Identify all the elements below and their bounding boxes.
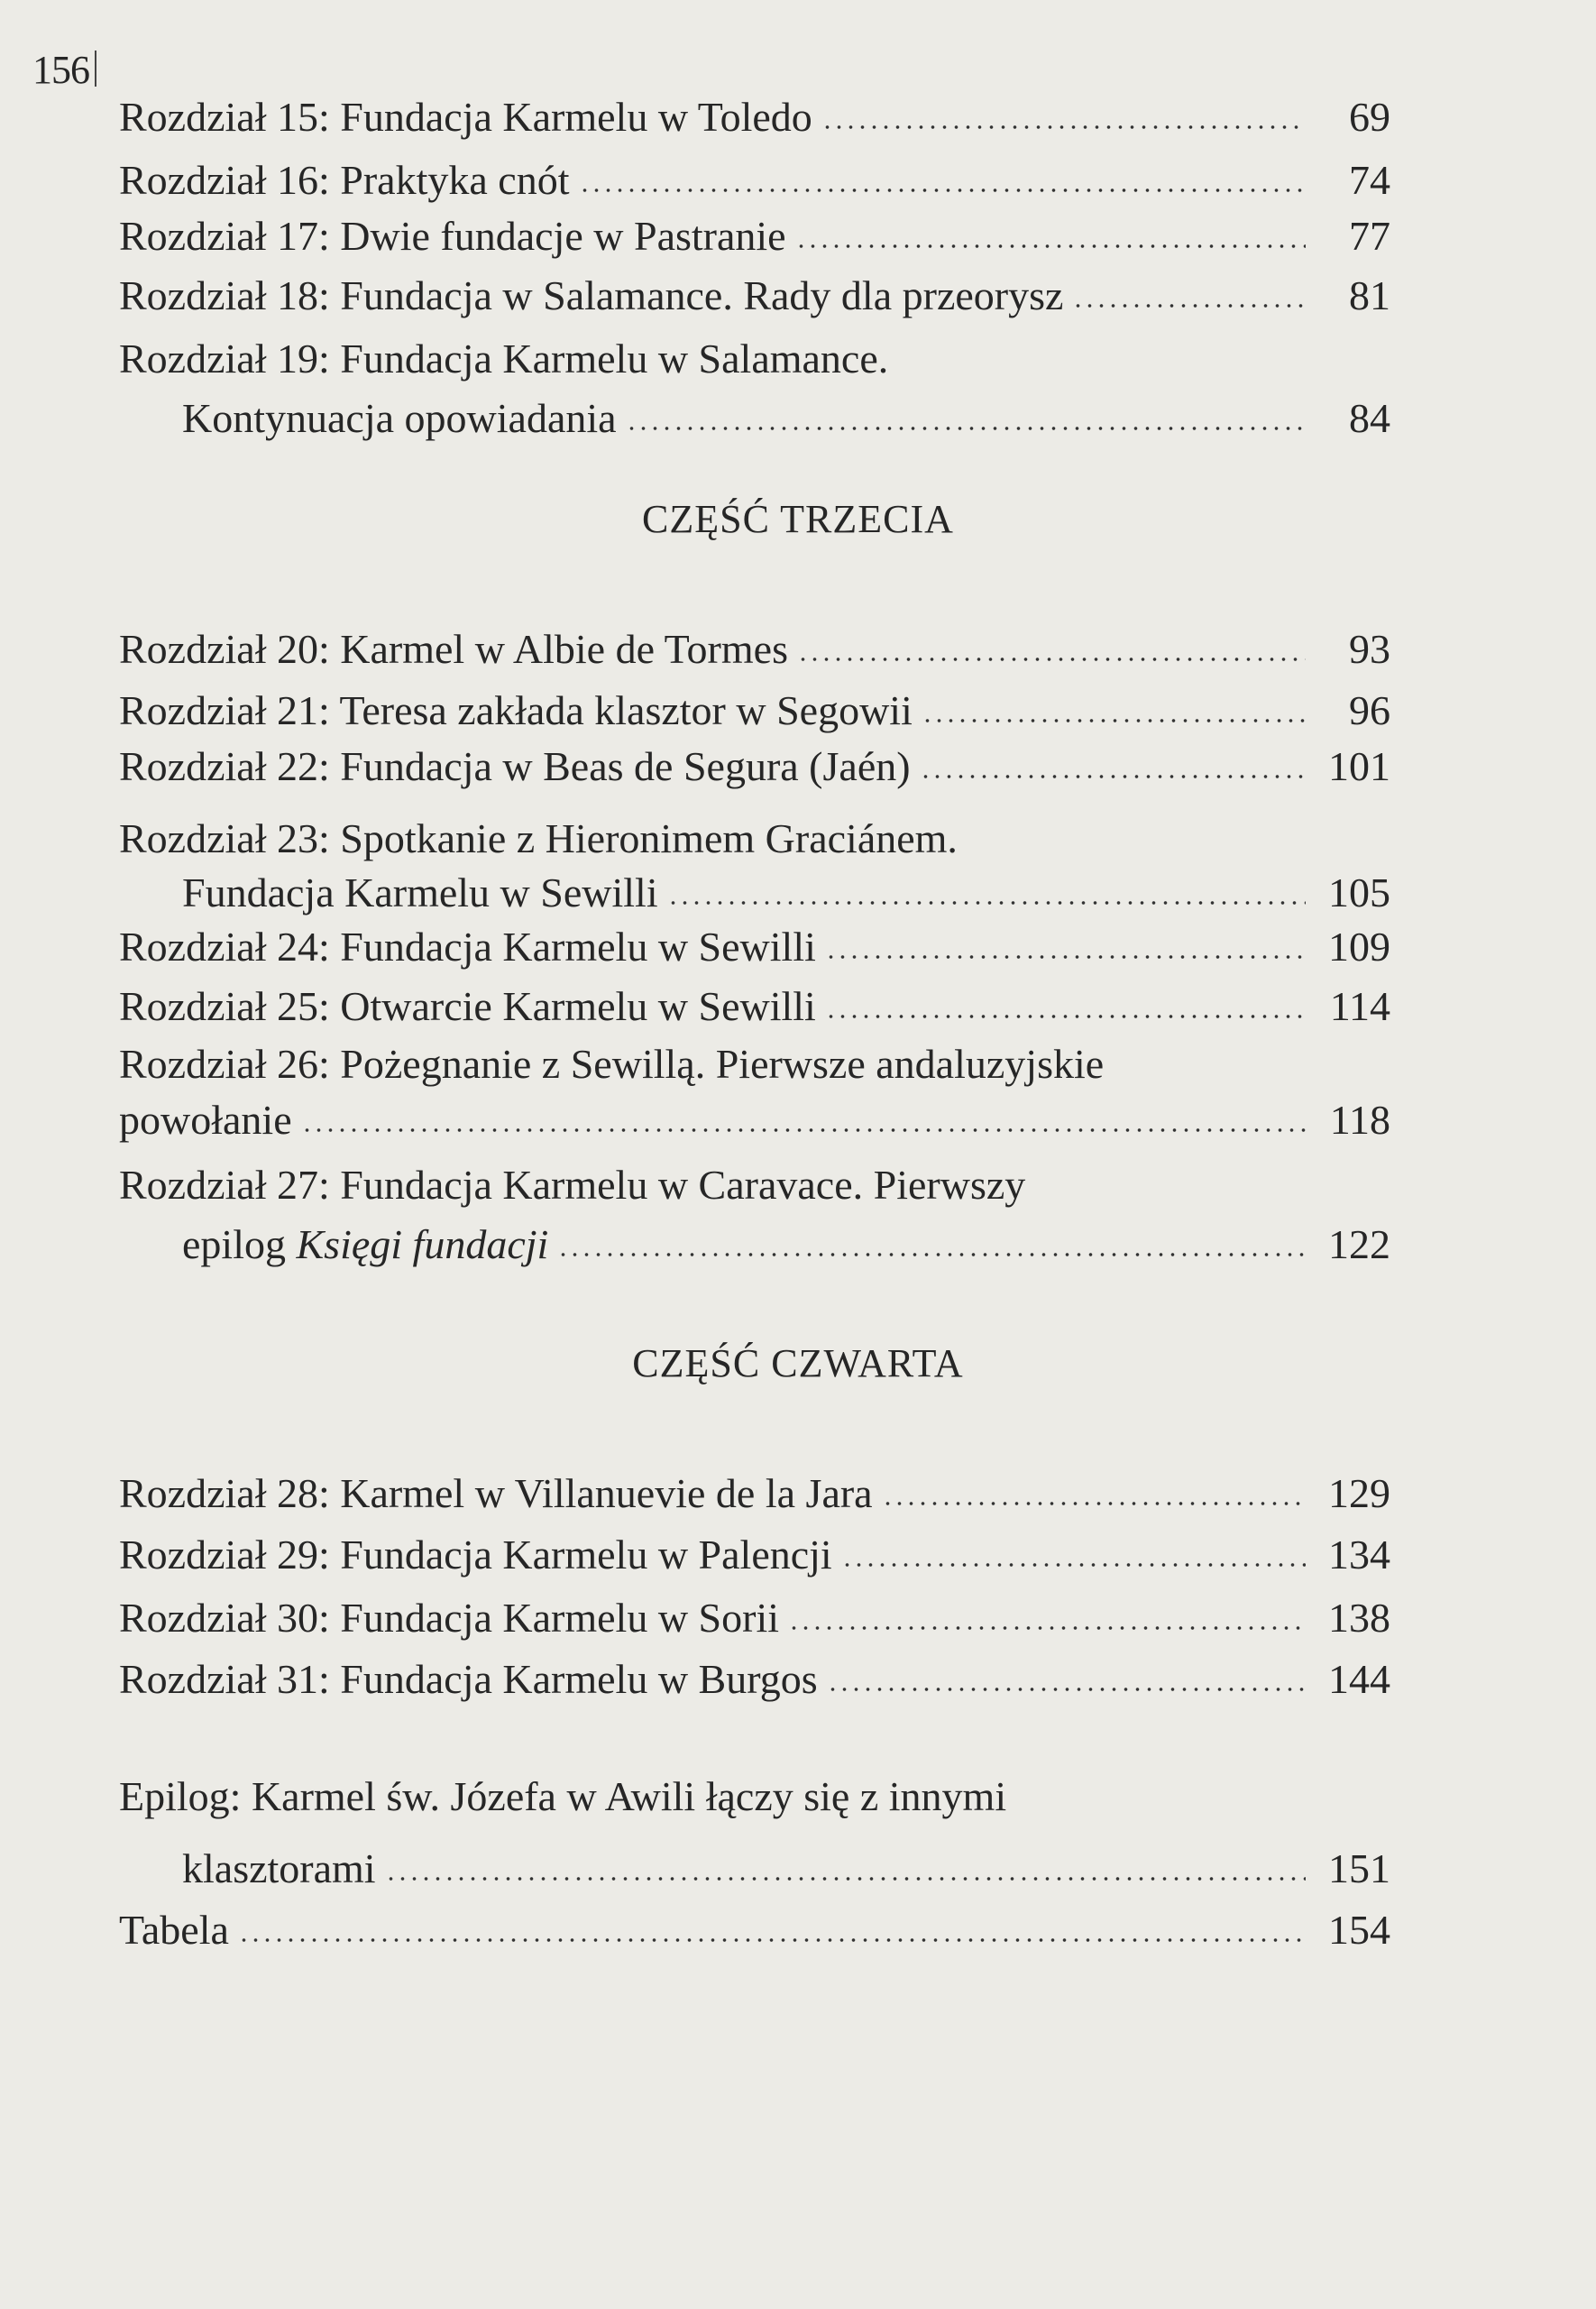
entry-title-italic: Księgi fundacji	[296, 1221, 549, 1267]
toc-entry[interactable]	[119, 1903, 1390, 1957]
entry-page-number: 105	[1328, 869, 1390, 915]
entry-page-number: 114	[1329, 983, 1390, 1029]
dot-leader	[922, 714, 1306, 727]
dot-leader	[841, 1559, 1306, 1571]
toc-entry[interactable]	[119, 269, 1390, 323]
toc-entry-line	[119, 1770, 1390, 1824]
entry-title: Kontynuacja opowiadania	[182, 395, 617, 441]
dot-leader	[301, 1124, 1306, 1136]
entry-page-number: 109	[1328, 924, 1390, 970]
toc-entry[interactable]	[119, 1591, 1390, 1645]
toc-entry[interactable]	[119, 980, 1390, 1034]
toc-entry[interactable]	[119, 1467, 1390, 1521]
entry-title: Rozdział 17: Dwie fundacje w Pastranie	[119, 213, 786, 259]
dot-leader	[821, 121, 1306, 133]
entry-title: Rozdział 27: Fundacja Karmelu w Caravace. Pierwszy	[119, 1162, 1026, 1208]
dot-leader	[920, 770, 1306, 783]
dot-leader	[626, 422, 1306, 435]
entry-title: klasztorami	[182, 1845, 376, 1891]
entry-title: Rozdział 22: Fundacja w Beas de Segura (Jaén)	[119, 743, 911, 789]
toc-entry[interactable]	[119, 920, 1390, 974]
entry-page-number: 122	[1328, 1221, 1390, 1267]
dot-leader	[797, 653, 1306, 666]
entry-page-number: 69	[1349, 94, 1390, 140]
toc-entry[interactable]	[119, 866, 1390, 920]
toc-entry[interactable]	[119, 90, 1390, 144]
dot-leader	[238, 1934, 1306, 1946]
entry-title: Rozdział 19: Fundacja Karmelu w Salamance.	[119, 336, 889, 382]
entry-title: Rozdział 31: Fundacja Karmelu w Burgos	[119, 1656, 818, 1702]
toc-entry[interactable]	[119, 1093, 1390, 1147]
page-number-rule	[95, 51, 96, 87]
dot-leader	[795, 240, 1306, 253]
dot-leader	[385, 1872, 1306, 1885]
section-heading: CZĘŚĆ CZWARTA	[632, 1341, 964, 1385]
entry-title: Rozdział 30: Fundacja Karmelu w Sorii	[119, 1595, 780, 1641]
toc-entry[interactable]	[119, 1218, 1390, 1272]
toc-entry[interactable]	[119, 740, 1390, 794]
entry-page-number: 151	[1328, 1845, 1390, 1891]
entry-title: Rozdział 18: Fundacja w Salamance. Rady dla przeorysz	[119, 272, 1064, 318]
entry-page-number: 77	[1349, 213, 1390, 259]
toc-entry[interactable]	[119, 1842, 1390, 1896]
entry-title: Tabela	[119, 1907, 229, 1953]
entry-title: Rozdział 23: Spotkanie z Hieronimem Graciánem.	[119, 815, 958, 861]
entry-page-number: 129	[1328, 1470, 1390, 1516]
entry-title: Rozdział 15: Fundacja Karmelu w Toledo	[119, 94, 812, 140]
entry-page-number: 96	[1349, 687, 1390, 733]
dot-leader	[557, 1248, 1306, 1261]
entry-title: Rozdział 26: Pożegnanie z Sewillą. Pierwsze andaluzyjskie	[119, 1041, 1105, 1087]
toc-entry[interactable]	[119, 1652, 1390, 1706]
dot-leader	[825, 1010, 1306, 1023]
toc-entry[interactable]	[119, 1528, 1390, 1582]
toc-entry[interactable]	[119, 391, 1390, 446]
toc-entry[interactable]	[119, 622, 1390, 676]
entry-page-number: 154	[1328, 1907, 1390, 1953]
entry-page-number: 134	[1328, 1532, 1390, 1578]
entry-page-number: 144	[1328, 1656, 1390, 1702]
toc-entry-line	[119, 812, 1390, 866]
entry-title	[182, 1218, 548, 1272]
entry-title: Fundacja Karmelu w Sewilli	[182, 869, 658, 915]
entry-page-number: 118	[1329, 1097, 1390, 1143]
page-number: 156	[32, 47, 96, 93]
dot-leader	[827, 1683, 1306, 1696]
dot-leader	[788, 1622, 1306, 1634]
section-heading: CZĘŚĆ TRZECIA	[642, 497, 954, 541]
entry-page-number: 81	[1349, 272, 1390, 318]
entry-page-number: 84	[1349, 395, 1390, 441]
toc-entry-line	[119, 332, 1390, 386]
entry-title: Epilog: Karmel św. Józefa w Awili łączy się z innymi	[119, 1773, 1007, 1819]
entry-page-number: 74	[1349, 157, 1390, 203]
toc-entry-line	[119, 1037, 1390, 1091]
entry-title: powołanie	[119, 1097, 292, 1143]
entry-title: Rozdział 28: Karmel w Villanuevie de la Jara	[119, 1470, 873, 1516]
entry-page-number: 138	[1328, 1595, 1390, 1641]
dot-leader	[1072, 299, 1306, 312]
entry-title: Rozdział 29: Fundacja Karmelu w Palencji	[119, 1532, 832, 1578]
entry-title: Rozdział 21: Teresa zakłada klasztor w Segowii	[119, 687, 913, 733]
dot-leader	[825, 951, 1306, 963]
entry-title: Rozdział 16: Praktyka cnót	[119, 157, 570, 203]
entry-title: Rozdział 24: Fundacja Karmelu w Sewilli	[119, 924, 816, 970]
dot-leader	[667, 897, 1306, 909]
toc-entry[interactable]	[119, 684, 1390, 738]
dot-leader	[579, 184, 1307, 197]
dot-leader	[882, 1497, 1306, 1510]
entry-title-text: epilog	[182, 1221, 297, 1267]
entry-title: Rozdział 20: Karmel w Albie de Tormes	[119, 626, 788, 672]
toc-entry-line	[119, 1158, 1390, 1212]
entry-page-number: 93	[1349, 626, 1390, 672]
entry-page-number: 101	[1328, 743, 1390, 789]
toc-entry[interactable]	[119, 153, 1390, 207]
entry-title: Rozdział 25: Otwarcie Karmelu w Sewilli	[119, 983, 816, 1029]
toc-entry[interactable]	[119, 209, 1390, 263]
